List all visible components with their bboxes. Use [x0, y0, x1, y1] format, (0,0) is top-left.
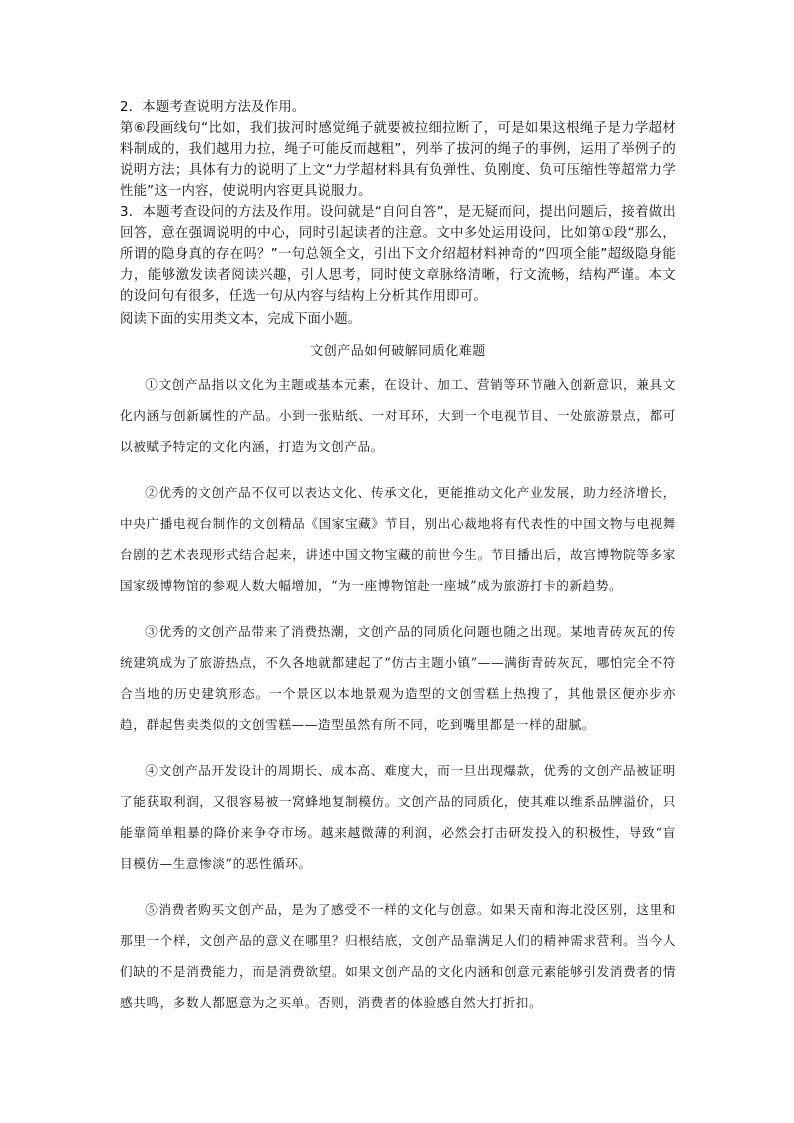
- article-paragraph-3: ③优秀的文创产品带来了消费热潮，文创产品的同质化问题也随之出现。某地青砖灰瓦的传统建筑成为了旅游热点，不久各地就都建起了“仿古主题小镇”——满街青砖灰瓦，哪怕完全不符合当地的历史建筑形态。一个景区以本地景观为造型的文创雪糕上热搜了，其他景区便亦步亦趋，群起售卖类似的文创雪糕——造型虽然有所不同，吃到嘴里都是一样的甜腻。: [120, 624, 676, 732]
- article-body: [120, 369, 676, 1018]
- answer-3-heading: 3．本题考查设问的方法及作用。: [120, 205, 321, 220]
- document-page: [120, 97, 676, 1033]
- article-paragraph-4: ④文创产品开发设计的周期长、成本高、难度大，而一旦出现爆款，优秀的文创产品被证明了能获取利润，又很容易被一窝蜂地复制模仿。文创产品的同质化，使其难以维系品牌溢价，只能靠简单粗暴的降价来争夺市场。越来越微薄的利润，必然会打击研发投入的积极性，导致“盲目模仿—生意惨淡”的恶性循环。: [120, 763, 676, 871]
- article-title: 文创产品如何破解同质化难题: [310, 344, 486, 359]
- answer-2-body: 第⑥段画线句“比如，我们拔河时感觉绳子就要被拉细拉断了，可是如果这根绳子是力学超材料制成的，我们越用力拉，绳子可能反而越粗”，列举了拔河的绳子的事例，运用了举例子的说明方法；具体有力的说明了上文“力学超材料具有负弹性、负刚度、负可压缩性等超常力学性能”这一内容，使说明内容更具说服力。: [120, 121, 676, 199]
- answer-3-heading-and-body: [120, 202, 676, 307]
- answer-3-body: 设问就是“自问自答”，是无疑而问，提出问题后，接着做出回答，意在强调说明的中心，同时引起读者的注意。文中多处运用设问，比如第①段“那么，所谓的隐身真的存在吗？”一句总领全文，引出下文介绍超材料神奇的“四项全能”超级隐身能力，能够激发读者阅读兴趣，引人思考，同时使文章脉络清晰，行文流畅，结构严谨。本文的设问句有很多，任选一句从内容与结构上分析其作用即可。: [120, 205, 676, 304]
- article-paragraph-5: ⑤消费者购买文创产品，是为了感受不一样的文化与创意。如果天南和海北没区别，这里和那里一个样，文创产品的意义在哪里？归根结底，文创产品靠满足人们的精神需求营利。当今人们缺的不是消费能力，而是消费欲望。如果文创产品的文化内涵和创意元素能够引发消费者的情感共鸣，多数人都愿意为之买单。否则，消费者的体验感自然大打折扣。: [120, 902, 676, 1010]
- article-paragraph-2: ②优秀的文创产品不仅可以表达文化、传承文化，更能推动文化产业发展，助力经济增长，中央广播电视台制作的文创精品《国家宝藏》节目，别出心裁地将有代表性的中国文物与电视舞台剧的艺术表现形式结合起来，讲述中国文物宝藏的前世今生。节目播出后，故宫博物院等多家国家级博物馆的参观人数大幅增加，“为一座博物馆赴一座城”成为旅游打卡的新趋势。: [120, 485, 676, 593]
- article-paragraph-1: ①文创产品指以文化为主题或基本元素，在设计、加工、营销等环节融入创新意识，兼具文化内涵与创新属性的产品。小到一张贴纸、一对耳环，大到一个电视节目、一处旅游景点，都可以被赋予特定的文化内涵，打造为文创产品。: [120, 377, 676, 454]
- answer-analysis: [120, 97, 676, 307]
- reading-instruction: 阅读下面的实用类文本，完成下面小题。: [120, 312, 362, 327]
- answer-2-heading: 2．本题考查说明方法及作用。: [120, 100, 306, 115]
